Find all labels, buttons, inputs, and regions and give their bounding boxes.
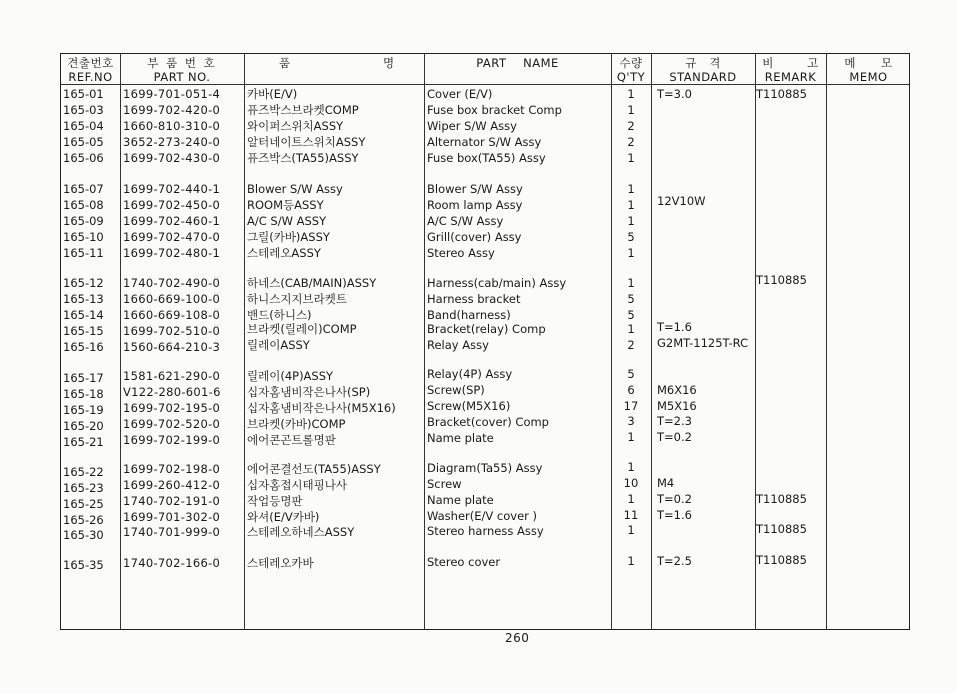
row-part-no: 1699-702-520-0 [123, 417, 221, 431]
row-name-kr: A/C S/W ASSY [247, 214, 327, 228]
row-qty: 2 [627, 119, 635, 133]
row-ref: 165-05 [63, 135, 104, 149]
row-name-en: Screw(SP) [427, 383, 485, 397]
row-part-no: V122-280-601-6 [123, 385, 221, 399]
row-part-no: 1740-701-999-0 [123, 525, 221, 539]
row-standard: T=0.2 [657, 430, 692, 444]
row-qty: 1 [627, 246, 635, 260]
row-name-en: Stereo Assy [427, 246, 495, 260]
row-part-no: 1740-702-191-0 [123, 494, 221, 508]
header-std-kr: 규 격 [685, 56, 721, 70]
row-name-kr: 십자홈냄비작은나사(SP) [247, 385, 371, 399]
row-ref: 165-09 [63, 214, 104, 228]
row-part-no: 1660-669-100-0 [123, 292, 221, 306]
row-part-no: 1560-664-210-3 [123, 340, 221, 354]
row-part-no: 1660-669-108-0 [123, 308, 221, 322]
row-part-no: 1581-621-290-0 [123, 369, 221, 383]
row-name-en: Fuse box bracket Comp [427, 103, 562, 117]
column-divider [651, 54, 652, 629]
row-qty: 3 [627, 414, 635, 428]
header-partno-kr: 부 품 번 호 [147, 56, 217, 70]
row-part-no: 1699-260-412-0 [123, 478, 221, 492]
row-ref: 165-01 [63, 87, 104, 101]
row-qty: 5 [627, 292, 635, 306]
row-qty: 1 [627, 276, 635, 290]
row-part-no: 1699-702-450-0 [123, 198, 221, 212]
row-part-no: 1740-702-490-0 [123, 276, 221, 290]
row-qty: 5 [627, 367, 635, 381]
row-ref: 165-06 [63, 151, 104, 165]
row-name-en: Harness bracket [427, 292, 521, 306]
row-qty: 1 [627, 322, 635, 336]
row-name-kr: Blower S/W Assy [247, 182, 343, 196]
row-standard: M5X16 [657, 399, 697, 413]
row-qty: 1 [627, 182, 635, 196]
row-name-en: Name plate [427, 493, 494, 507]
row-name-en: Wiper S/W Assy [427, 119, 517, 133]
parts-table [60, 53, 910, 630]
row-name-en: Relay(4P) Assy [427, 367, 513, 381]
row-ref: 165-15 [63, 324, 104, 338]
row-standard: M6X16 [657, 383, 697, 397]
row-name-en: Grill(cover) Assy [427, 230, 522, 244]
row-part-no: 1740-702-166-0 [123, 556, 221, 570]
row-ref: 165-13 [63, 292, 104, 306]
header-memo-kr: 메 모 [844, 56, 893, 70]
row-remark: T110885 [756, 492, 807, 506]
row-qty: 1 [627, 523, 635, 537]
row-ref: 165-22 [63, 465, 104, 479]
row-qty: 6 [627, 383, 635, 397]
row-name-kr: 릴레이ASSY [247, 338, 310, 352]
row-qty: 17 [623, 399, 639, 413]
row-remark: T110885 [756, 522, 807, 536]
header-ref-en: REF.NO [68, 70, 113, 84]
row-ref: 165-14 [63, 308, 104, 322]
row-name-kr: 하네스(CAB/MAIN)ASSY [247, 276, 377, 290]
row-ref: 165-07 [63, 182, 104, 196]
row-name-kr: 작업등명판 [247, 494, 303, 508]
row-name-en: Screw [427, 477, 462, 491]
header-qty-kr: 수량 [619, 56, 643, 70]
row-qty: 2 [627, 135, 635, 149]
row-ref: 165-25 [63, 497, 104, 511]
row-remark: T110885 [756, 273, 807, 287]
header-ref-kr: 견출번호 [67, 56, 114, 70]
row-name-en: Fuse box(TA55) Assy [427, 151, 546, 165]
row-name-kr: 퓨즈박스(TA55)ASSY [247, 151, 359, 165]
row-qty: 1 [627, 151, 635, 165]
row-standard: 12V10W [657, 194, 706, 208]
row-name-kr: 에어콘곤트롤명판 [247, 433, 336, 447]
row-part-no: 3652-273-240-0 [123, 135, 221, 149]
row-ref: 165-03 [63, 103, 104, 117]
row-name-kr: 퓨즈박스브라켓COMP [247, 103, 359, 117]
row-qty: 1 [627, 103, 635, 117]
row-part-no: 1660-810-310-0 [123, 119, 221, 133]
row-name-en: Name plate [427, 431, 494, 445]
row-name-en: Stereo cover [427, 555, 501, 569]
row-name-kr: ROOM등ASSY [247, 198, 324, 212]
row-part-no: 1699-702-510-0 [123, 324, 221, 338]
row-part-no: 1699-702-470-0 [123, 230, 221, 244]
row-name-en: Diagram(Ta55) Assy [427, 461, 543, 475]
row-ref: 165-26 [63, 513, 104, 527]
row-name-kr: 브라켓(릴레이)COMP [247, 322, 357, 336]
row-qty: 2 [627, 338, 635, 352]
row-qty: 1 [627, 430, 635, 444]
row-name-kr: 와셔(E/V카바) [247, 510, 320, 524]
row-ref: 165-16 [63, 340, 104, 354]
row-name-kr: 하니스지지브라켓트 [247, 292, 347, 306]
row-name-en: Room lamp Assy [427, 198, 523, 212]
row-part-no: 1699-702-480-1 [123, 246, 221, 260]
row-name-kr: 알터네이트스위치ASSY [247, 135, 366, 149]
header-qty-en: Q'TY [616, 70, 646, 84]
row-ref: 165-19 [63, 403, 104, 417]
row-ref: 165-23 [63, 481, 104, 495]
header-memo-en: MEMO [849, 70, 888, 84]
row-standard: T=0.2 [657, 492, 692, 506]
row-name-en: A/C S/W Assy [427, 214, 504, 228]
header-name-kr-1: 품 [279, 56, 291, 70]
row-name-en: Alternator S/W Assy [427, 135, 542, 149]
row-name-en: Bracket(relay) Comp [427, 322, 546, 336]
row-name-kr: 에어콘결선도(TA55)ASSY [247, 462, 381, 476]
row-standard: G2MT-1125T-RC [657, 336, 749, 350]
header-name-kr-2: 명 [383, 56, 395, 70]
row-name-en: Screw(M5X16) [427, 399, 511, 413]
row-part-no: 1699-702-420-0 [123, 103, 221, 117]
row-name-en: Washer(E/V cover ) [427, 509, 538, 523]
row-standard: T=2.3 [657, 414, 692, 428]
row-part-no: 1699-702-430-0 [123, 151, 221, 165]
row-qty: 1 [627, 492, 635, 506]
row-remark: T110885 [756, 553, 807, 567]
row-name-en: Cover (E/V) [427, 87, 493, 101]
row-name-kr: 릴레이(4P)ASSY [247, 369, 334, 383]
row-name-kr: 와이퍼스위치ASSY [247, 119, 344, 133]
row-name-en: Stereo harness Assy [427, 524, 544, 538]
header-divider [61, 84, 909, 85]
page-number: 260 [505, 631, 530, 645]
header-part-name: PART NAME [476, 56, 559, 70]
row-qty: 1 [627, 87, 635, 101]
row-qty: 10 [623, 476, 639, 490]
row-name-kr: 십자홈접시태핑나사 [247, 478, 347, 492]
row-part-no: 1699-702-195-0 [123, 401, 221, 415]
row-ref: 165-17 [63, 371, 104, 385]
row-name-en: Blower S/W Assy [427, 182, 523, 196]
row-ref: 165-12 [63, 276, 104, 290]
row-standard: T=2.5 [657, 554, 692, 568]
row-qty: 5 [627, 230, 635, 244]
row-name-kr: 스테레오하네스ASSY [247, 525, 355, 539]
row-name-kr: 밴드(하니스) [247, 308, 312, 322]
row-name-kr: 십자홈냄비작은나사(M5X16) [247, 401, 396, 415]
row-ref: 165-30 [63, 528, 104, 542]
row-part-no: 1699-701-302-0 [123, 510, 221, 524]
row-ref: 165-11 [63, 246, 104, 260]
row-name-kr: 카바(E/V) [247, 87, 298, 101]
header-remark-kr: 비 고 [762, 56, 819, 70]
row-ref: 165-18 [63, 387, 104, 401]
row-qty: 1 [627, 460, 635, 474]
row-part-no: 1699-702-199-0 [123, 433, 221, 447]
header-partno-en: PART NO. [153, 70, 211, 84]
row-standard: T=1.6 [657, 508, 692, 522]
column-divider [244, 54, 245, 629]
row-qty: 11 [623, 508, 639, 522]
row-qty: 1 [627, 214, 635, 228]
row-ref: 165-35 [63, 558, 104, 572]
row-name-kr: 브라켓(카바)COMP [247, 417, 346, 431]
row-name-kr: 스테레오ASSY [247, 246, 321, 260]
header-remark-en: REMARK [764, 70, 817, 84]
row-name-en: Bracket(cover) Comp [427, 415, 549, 429]
row-qty: 1 [627, 198, 635, 212]
row-part-no: 1699-702-198-0 [123, 462, 221, 476]
row-standard: M4 [657, 476, 675, 490]
row-qty: 5 [627, 308, 635, 322]
row-standard: T=1.6 [657, 320, 692, 334]
row-ref: 165-10 [63, 230, 104, 244]
column-divider [755, 54, 756, 629]
header-std-en: STANDARD [669, 70, 737, 84]
row-qty: 1 [627, 554, 635, 568]
row-name-en: Band(harness) [427, 308, 511, 322]
column-divider [826, 54, 827, 629]
row-name-en: Harness(cab/main) Assy [427, 276, 567, 290]
row-remark: T110885 [756, 87, 807, 101]
row-ref: 165-08 [63, 198, 104, 212]
row-standard: T=3.0 [657, 87, 692, 101]
row-name-kr: 그릴(카바)ASSY [247, 230, 330, 244]
row-ref: 165-21 [63, 435, 104, 449]
row-part-no: 1699-702-440-1 [123, 182, 221, 196]
row-name-en: Relay Assy [427, 338, 489, 352]
column-divider [611, 54, 612, 629]
row-part-no: 1699-701-051-4 [123, 87, 221, 101]
row-ref: 165-20 [63, 419, 104, 433]
row-ref: 165-04 [63, 119, 104, 133]
row-name-kr: 스테레오카바 [247, 556, 314, 570]
row-part-no: 1699-702-460-1 [123, 214, 221, 228]
column-divider [424, 54, 425, 629]
